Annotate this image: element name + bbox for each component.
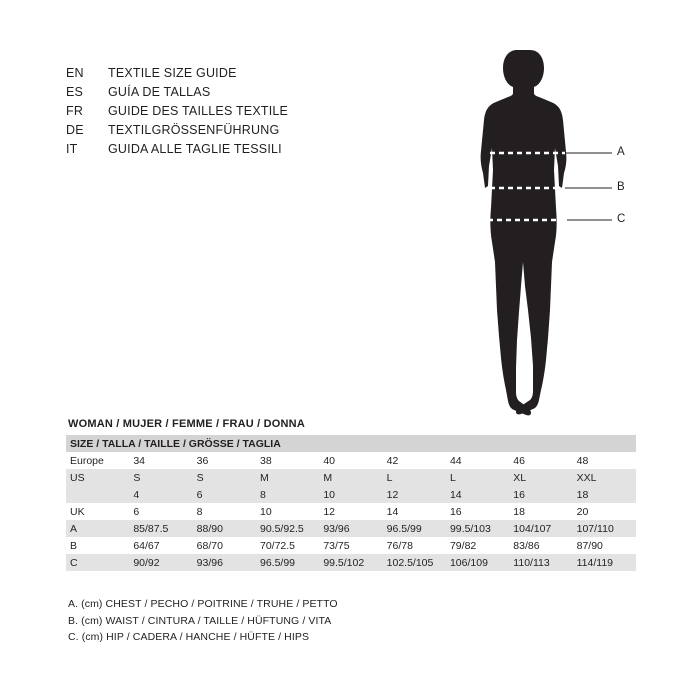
row-label bbox=[66, 486, 129, 503]
size-table bbox=[66, 435, 636, 571]
cell: 16 bbox=[509, 486, 572, 503]
table-caption: WOMAN / MUJER / FEMME / FRAU / DONNA bbox=[68, 418, 305, 430]
measurement-legend bbox=[66, 596, 586, 646]
language-row-en bbox=[66, 64, 466, 83]
cell: 12 bbox=[383, 486, 446, 503]
cell: 83/86 bbox=[509, 537, 572, 554]
cell: 93/96 bbox=[193, 554, 256, 571]
language-list bbox=[66, 64, 466, 159]
language-text: TEXTILGRÖSSENFÜHRUNG bbox=[108, 123, 280, 137]
table-header-label: SIZE / TALLA / TAILLE / GRÖSSE / TAGLIA bbox=[66, 435, 636, 452]
cell: 64/67 bbox=[129, 537, 192, 554]
cell: 102.5/105 bbox=[383, 554, 446, 571]
language-code: ES bbox=[66, 85, 84, 99]
legend-row-c: C. (cm) HIP / CADERA / HANCHE / HÜFTE / HIPS bbox=[68, 631, 310, 643]
language-text: GUIDA ALLE TAGLIE TESSILI bbox=[108, 142, 282, 156]
cell: 20 bbox=[573, 503, 636, 520]
cell: M bbox=[319, 469, 382, 486]
cell: L bbox=[446, 469, 509, 486]
row-label: Europe bbox=[66, 452, 129, 469]
row-label: C bbox=[66, 554, 129, 571]
label-c: C bbox=[617, 213, 626, 225]
cell: 16 bbox=[446, 503, 509, 520]
cell: 70/72.5 bbox=[256, 537, 319, 554]
cell: 8 bbox=[256, 486, 319, 503]
language-code: EN bbox=[66, 66, 84, 80]
cell: 99.5/102 bbox=[319, 554, 382, 571]
table-row bbox=[66, 452, 636, 469]
cell: 110/113 bbox=[509, 554, 572, 571]
cell: 8 bbox=[193, 503, 256, 520]
language-row-fr bbox=[66, 102, 466, 121]
cell: 36 bbox=[193, 452, 256, 469]
legend-row-b: B. (cm) WAIST / CINTURA / TAILLE / HÜFTUNG / VITA bbox=[68, 614, 332, 627]
cell: 114/119 bbox=[573, 554, 636, 571]
cell: 90.5/92.5 bbox=[256, 520, 319, 537]
language-code: FR bbox=[66, 104, 84, 118]
cell: XXL bbox=[573, 469, 636, 486]
cell: S bbox=[129, 469, 192, 486]
cell: 87/90 bbox=[573, 537, 636, 554]
cell: 68/70 bbox=[193, 537, 256, 554]
language-row-es bbox=[66, 83, 466, 102]
cell: 107/110 bbox=[573, 520, 636, 537]
woman-silhouette-icon bbox=[470, 48, 650, 428]
cell: 42 bbox=[383, 452, 446, 469]
language-text: GUIDE DES TAILLES TEXTILE bbox=[108, 104, 289, 118]
cell: L bbox=[383, 469, 446, 486]
cell: 14 bbox=[446, 486, 509, 503]
cell: 18 bbox=[509, 503, 572, 520]
language-code: IT bbox=[66, 142, 78, 156]
language-text: TEXTILE SIZE GUIDE bbox=[108, 66, 237, 80]
cell: 40 bbox=[319, 452, 382, 469]
cell: 34 bbox=[129, 452, 192, 469]
table-row bbox=[66, 520, 636, 537]
cell: 14 bbox=[383, 503, 446, 520]
language-code: DE bbox=[66, 123, 84, 137]
cell: 18 bbox=[573, 486, 636, 503]
table-row bbox=[66, 469, 636, 486]
legend-row-a: A. (cm) CHEST / PECHO / POITRINE / TRUHE / PETTO bbox=[68, 598, 338, 610]
cell: 99.5/103 bbox=[446, 520, 509, 537]
cell: 44 bbox=[446, 452, 509, 469]
cell: 10 bbox=[319, 486, 382, 503]
label-b: B bbox=[617, 181, 625, 193]
language-row-de bbox=[66, 121, 466, 140]
cell: 96.5/99 bbox=[383, 520, 446, 537]
row-label: US bbox=[66, 469, 129, 486]
cell: 38 bbox=[256, 452, 319, 469]
cell: XL bbox=[509, 469, 572, 486]
cell: 85/87.5 bbox=[129, 520, 192, 537]
cell: 10 bbox=[256, 503, 319, 520]
table-row bbox=[66, 554, 636, 571]
cell: 96.5/99 bbox=[256, 554, 319, 571]
cell: 88/90 bbox=[193, 520, 256, 537]
cell: 12 bbox=[319, 503, 382, 520]
language-row-it bbox=[66, 140, 466, 159]
label-a: A bbox=[617, 146, 625, 158]
language-text: GUÍA DE TALLAS bbox=[108, 85, 211, 99]
table-row bbox=[66, 537, 636, 554]
cell: S bbox=[193, 469, 256, 486]
cell: 93/96 bbox=[319, 520, 382, 537]
cell: 79/82 bbox=[446, 537, 509, 554]
row-label: UK bbox=[66, 503, 129, 520]
size-figure bbox=[470, 48, 650, 428]
cell: 6 bbox=[193, 486, 256, 503]
cell: 46 bbox=[509, 452, 572, 469]
row-label: B bbox=[66, 537, 129, 554]
cell: M bbox=[256, 469, 319, 486]
cell: 76/78 bbox=[383, 537, 446, 554]
cell: 48 bbox=[573, 452, 636, 469]
cell: 106/109 bbox=[446, 554, 509, 571]
cell: 104/107 bbox=[509, 520, 572, 537]
size-table-area bbox=[66, 418, 636, 571]
cell: 4 bbox=[129, 486, 192, 503]
cell: 6 bbox=[129, 503, 192, 520]
table-row bbox=[66, 486, 636, 503]
table-row bbox=[66, 503, 636, 520]
table-header-row bbox=[66, 435, 636, 452]
row-label: A bbox=[66, 520, 129, 537]
cell: 73/75 bbox=[319, 537, 382, 554]
cell: 90/92 bbox=[129, 554, 192, 571]
